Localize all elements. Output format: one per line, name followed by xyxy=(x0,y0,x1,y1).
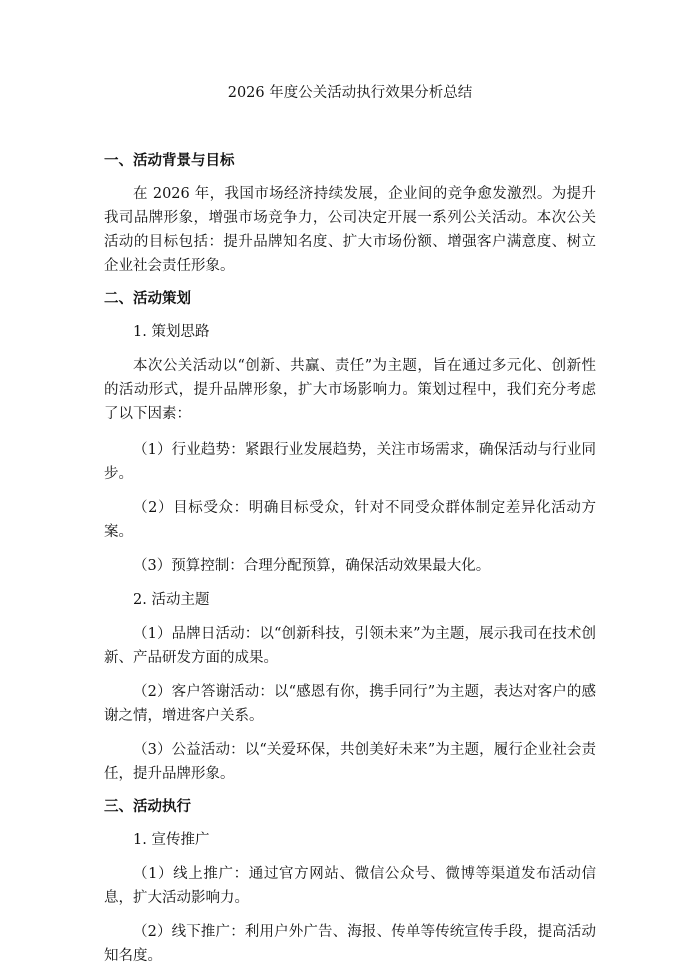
section-heading-planning: 二、活动策划 xyxy=(104,291,191,307)
list-item: （1）品牌日活动：以“创新科技，引领未来”为主题，展示我司在技术创新、产品研发方面的成果。 xyxy=(104,626,596,666)
list-item: （3）公益活动：以“关爱环保，共创美好未来”为主题，履行企业社会责任，提升品牌形象。 xyxy=(104,742,596,782)
planning-approach-paragraph: 本次公关活动以“创新、共赢、责任”为主题，旨在通过多元化、创新性的活动形式，提升品牌形象，扩大市场影响力。策划过程中，我们充分考虑了以下因素： xyxy=(104,358,596,422)
list-item: （1）行业趋势：紧跟行业发展趋势，关注市场需求，确保活动与行业同步。 xyxy=(104,442,596,482)
subsection-title-planning-approach: 1. 策划思路 xyxy=(133,324,210,340)
section-paragraph-background: 在 2026 年，我国市场经济持续发展，企业间的竞争愈发激烈。为提升我司品牌形象，增强市场竞争力，公司决定开展一系列公关活动。本次公关活动的目标包括：提升品牌知名度、扩大市场份额、增强客户满意度、树立企业社会责任形象。 xyxy=(104,186,596,274)
list-item: （3）预算控制：合理分配预算，确保活动效果最大化。 xyxy=(133,558,491,574)
section-heading-execution: 三、活动执行 xyxy=(104,799,191,815)
section-heading-background: 一、活动背景与目标 xyxy=(104,153,235,169)
list-item: （2）目标受众：明确目标受众，针对不同受众群体制定差异化活动方案。 xyxy=(104,500,596,540)
subsection-title-activity-themes: 2. 活动主题 xyxy=(133,592,210,608)
document-title: 2026 年度公关活动执行效果分析总结 xyxy=(227,85,473,101)
list-item: （2）客户答谢活动：以“感恩有你，携手同行”为主题，表达对客户的感谢之情，增进客户关系。 xyxy=(104,684,596,724)
list-item: （1）线上推广：通过官方网站、微信公众号、微博等渠道发布活动信息，扩大活动影响力。 xyxy=(104,866,596,906)
subsection-title-promotion: 1. 宣传推广 xyxy=(133,832,210,848)
list-item: （2）线下推广：利用户外广告、海报、传单等传统宣传手段，提高活动知名度。 xyxy=(104,924,596,964)
